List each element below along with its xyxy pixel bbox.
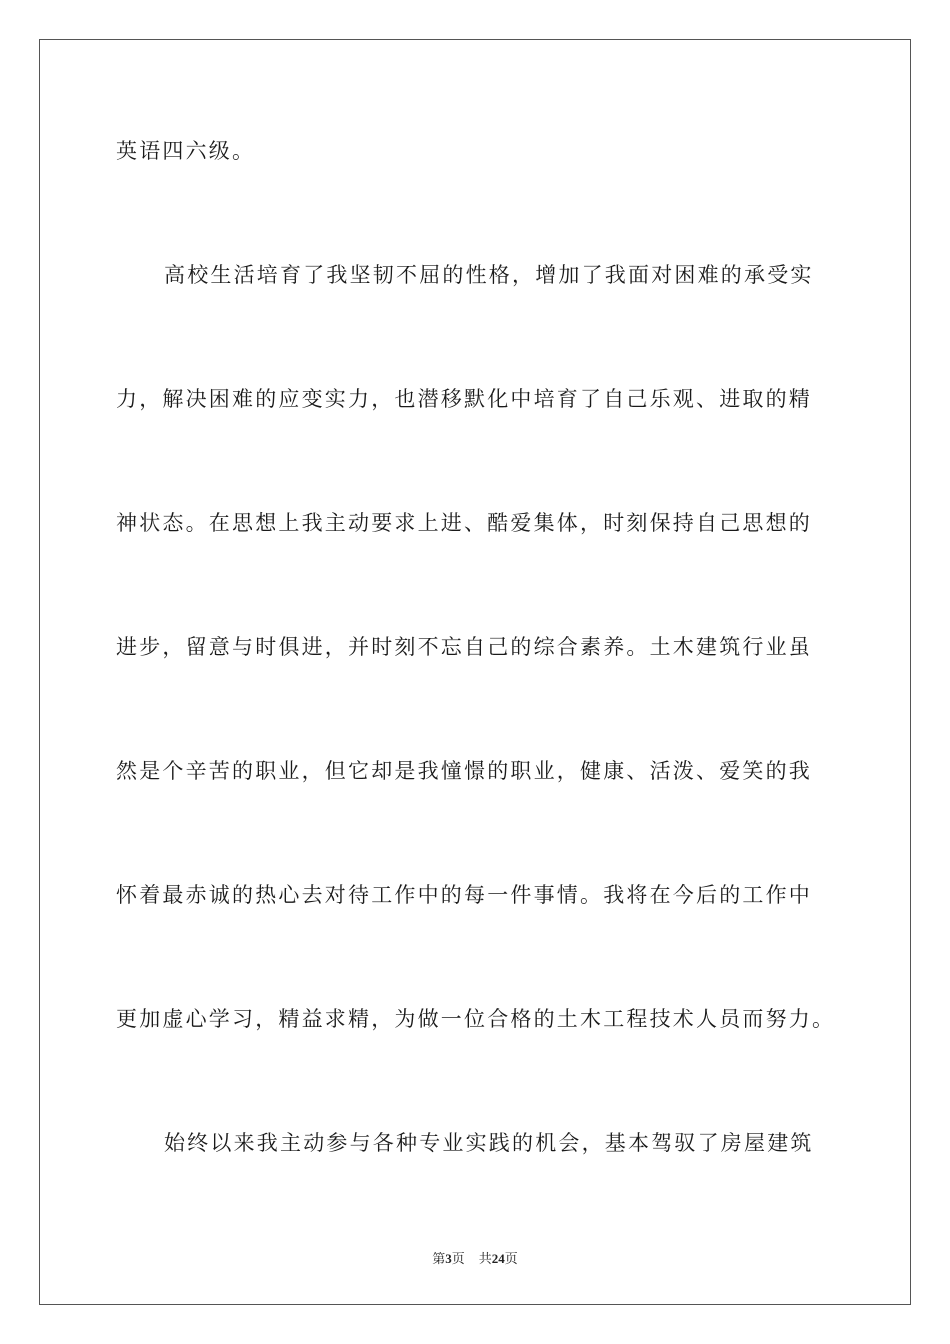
page-border <box>39 39 911 1305</box>
paragraph-line: 更加虚心学习，精益求精，为做一位合格的土木工程技术人员而努力。 <box>116 1007 836 1031</box>
page-prefix: 第 <box>432 1251 446 1266</box>
paragraph-line: 高校生活培育了我坚韧不屈的性格，增加了我面对困难的承受实 <box>164 263 814 287</box>
page-suffix: 页 <box>451 1251 465 1266</box>
paragraph-line: 进步，留意与时俱进，并时刻不忘自己的综合素养。土木建筑行业虽 <box>116 635 812 659</box>
total-suffix: 页 <box>504 1251 518 1266</box>
paragraph-line: 始终以来我主动参与各种专业实践的机会，基本驾驭了房屋建筑 <box>164 1131 814 1155</box>
paragraph-line: 神状态。在思想上我主动要求上进、酷爱集体，时刻保持自己思想的 <box>116 511 812 535</box>
paragraph-line: 力，解决困难的应变实力，也潜移默化中培育了自己乐观、进取的精 <box>116 387 812 411</box>
paragraph-line: 英语四六级。 <box>116 139 256 163</box>
paragraph-line: 然是个辛苦的职业，但它却是我憧憬的职业，健康、活泼、爱笑的我 <box>116 759 812 783</box>
total-pages: 24 <box>491 1251 505 1266</box>
page-footer <box>0 1248 950 1267</box>
paragraph-line: 怀着最赤诚的热心去对待工作中的每一件事情。我将在今后的工作中 <box>116 883 812 907</box>
total-prefix: 共 <box>478 1251 492 1266</box>
page-number: 3 <box>445 1251 452 1266</box>
